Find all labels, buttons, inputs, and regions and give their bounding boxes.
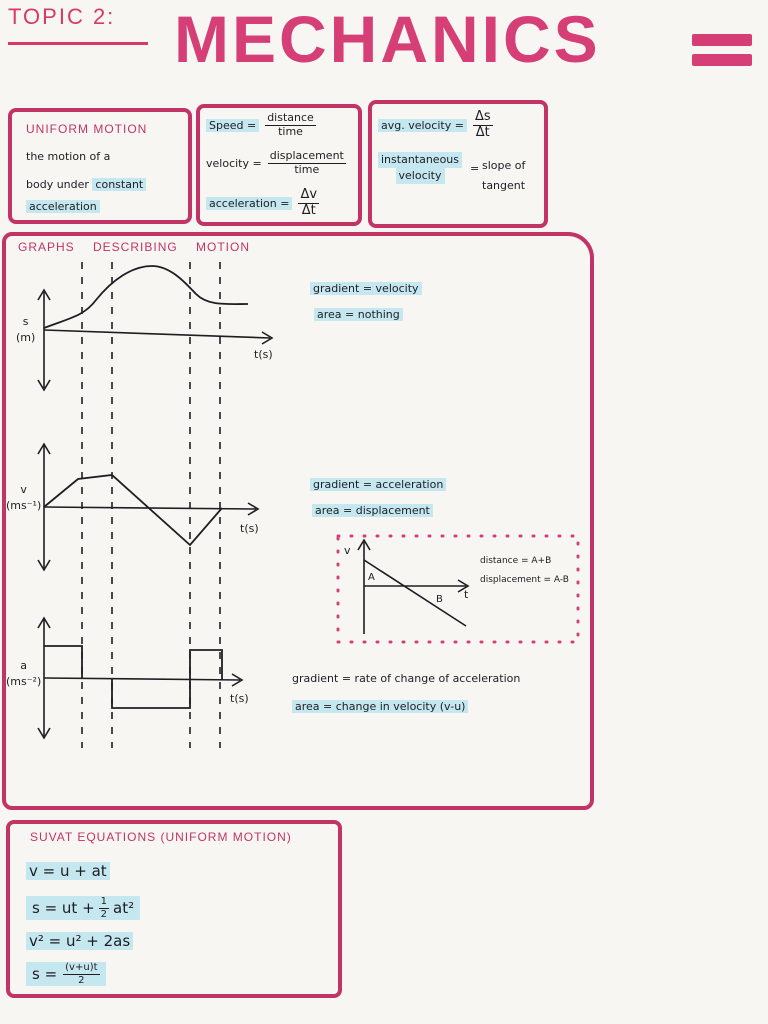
inset-region-b: B [436, 594, 443, 605]
v-graph-ylabel-symbol: v [20, 483, 27, 496]
uniform-motion-line1: the motion of a [26, 150, 111, 163]
instantaneous-velocity-word: velocity [396, 168, 445, 184]
uniform-motion-heading: UNIFORM MOTION [26, 122, 148, 136]
acceleration-label: acceleration = [206, 197, 292, 210]
graphs-heading: GRAPHS DESCRIBING MOTION [18, 240, 251, 254]
uniform-motion-highlight-acceleration: acceleration [26, 200, 100, 213]
acceleration-numerator: Δv [300, 187, 318, 202]
speed-label: Speed = [206, 119, 259, 132]
suvat-eq2-right: at² [113, 899, 135, 917]
page-title: MECHANICS [174, 2, 601, 76]
v-graph-note1: gradient = acceleration [310, 478, 446, 491]
suvat-eq4-left: s = [32, 965, 58, 983]
suvat-heading: SUVAT EQUATIONS (UNIFORM MOTION) [30, 830, 292, 844]
s-graph-ylabel [16, 314, 35, 346]
suvat-eq1: v = u + at [26, 862, 110, 880]
suvat-eq2 [26, 896, 140, 920]
inset-region-a: A [368, 572, 375, 583]
s-graph-note-area [314, 308, 403, 321]
inset-distance: distance = A+B [480, 556, 552, 566]
velocity-label: velocity = [206, 156, 262, 170]
topic-number: TOPIC 2: [8, 4, 116, 29]
instantaneous-label: instantaneous [378, 152, 462, 168]
uniform-motion-highlight-constant: constant [92, 178, 146, 191]
title-equals-mark [692, 28, 756, 74]
speed-denominator: time [278, 124, 303, 138]
suvat-card [6, 820, 342, 998]
s-graph-curve [44, 266, 248, 328]
s-graph-ylabel-unit: (m) [16, 331, 36, 344]
a-graph-x-axis [44, 678, 240, 680]
a-graph-ylabel-symbol: a [20, 659, 27, 672]
suvat-eq2-num: 1 [100, 896, 108, 907]
s-graph-note1: gradient = velocity [310, 282, 422, 295]
a-graph-note-gradient: gradient = rate of change of acceleration [292, 672, 521, 685]
a-graph-note2: area = change in velocity (v-u) [292, 700, 468, 713]
suvat-eq4-den: 2 [78, 974, 85, 986]
inset-velocity-line [364, 560, 469, 626]
a-graph-ylabel [6, 658, 41, 690]
s-graph-note-gradient [310, 282, 422, 295]
average-velocity-numerator: Δs [474, 109, 491, 124]
s-graph-note2: area = nothing [314, 308, 403, 321]
v-graph-note-gradient [310, 478, 446, 491]
a-graph-note-area [292, 700, 468, 713]
velocity-denominator: time [294, 162, 320, 176]
suvat-eq2-left: s = ut + [32, 899, 95, 917]
a-graph-xlabel: t(s) [230, 692, 249, 705]
inset-dotted-frame [338, 536, 578, 642]
s-graph-ylabel-symbol: s [22, 315, 29, 328]
inset-displacement: displacement = A-B [480, 575, 569, 585]
a-graph-ylabel-unit: (ms⁻²) [6, 675, 42, 688]
instantaneous-equals: = [470, 162, 480, 175]
v-graph-ylabel-unit: (ms⁻¹) [6, 499, 42, 512]
suvat-eq2-den: 2 [100, 908, 108, 920]
a-graph-steps [44, 646, 222, 708]
v-graph-line [44, 475, 222, 545]
average-velocity-denominator: Δt [475, 124, 490, 140]
inset-xlabel: t [464, 588, 469, 601]
suvat-eq4-num: (v+u)t [65, 962, 98, 973]
slope-line1: slope of [482, 159, 526, 172]
suvat-eq4 [26, 962, 106, 986]
acceleration-denominator: Δt [301, 202, 316, 218]
uniform-motion-line2: body under [26, 178, 89, 191]
v-graph-xlabel: t(s) [240, 522, 259, 535]
s-graph-xlabel: t(s) [254, 348, 273, 361]
s-graph-x-axis [44, 330, 270, 338]
inset-ylabel: v [344, 544, 351, 557]
average-velocity-label: avg. velocity = [378, 119, 467, 132]
slope-line2: tangent [482, 179, 526, 192]
v-graph-note2: area = displacement [312, 504, 433, 517]
velocity-numerator: displacement [269, 149, 344, 162]
v-graph-ylabel [6, 482, 41, 514]
v-graph-note-area [312, 504, 433, 517]
suvat-eq3: v² = u² + 2as [26, 932, 133, 950]
speed-numerator: distance [267, 111, 314, 124]
